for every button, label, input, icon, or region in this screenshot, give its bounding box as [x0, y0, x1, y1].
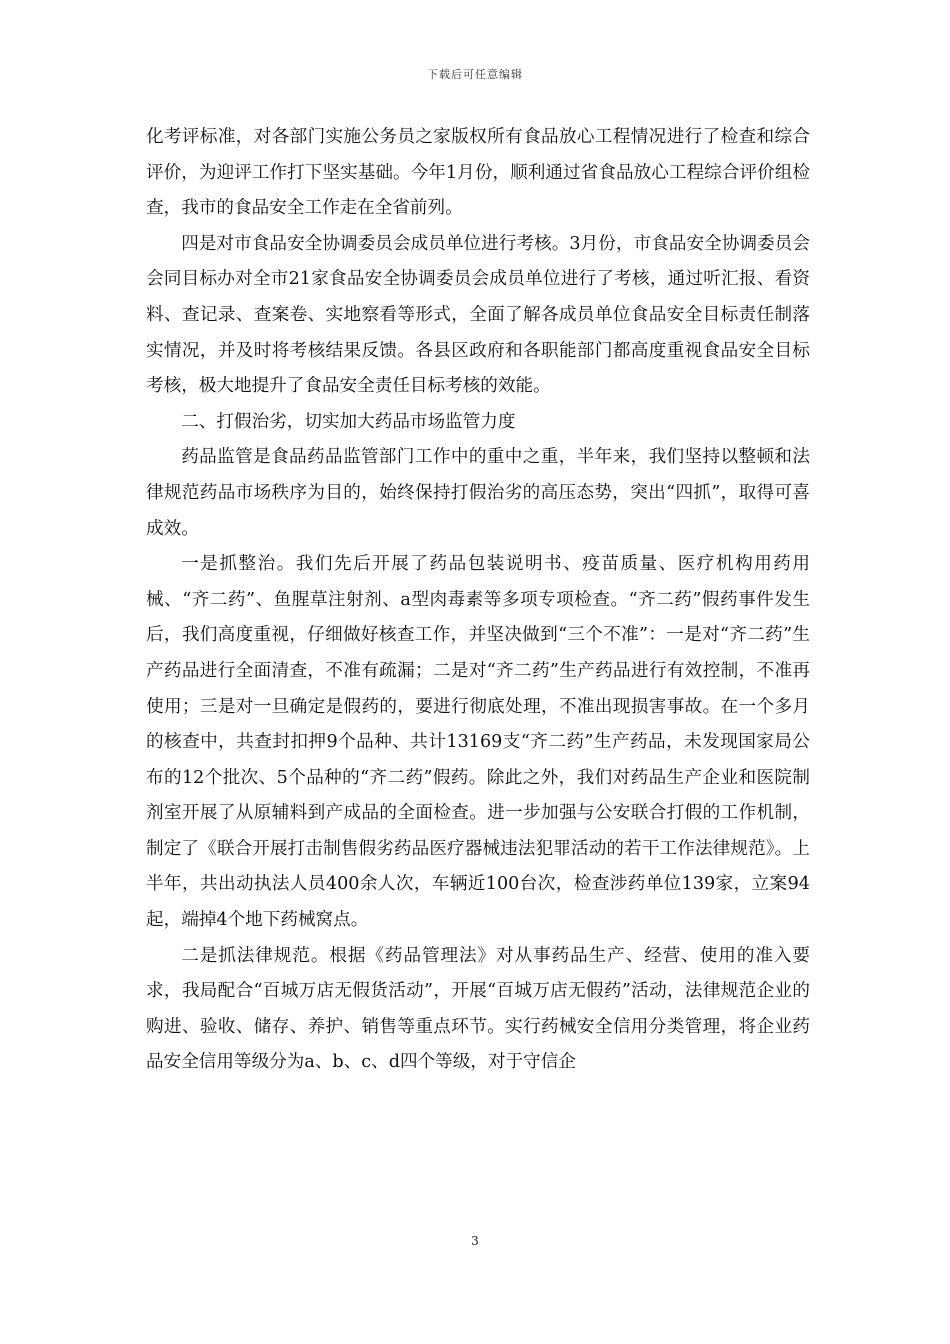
- page-header: 下载后可任意编辑: [427, 68, 523, 81]
- paragraph-assessment: 四是对市食品安全协调委员会成员单位进行考核。3月份，市食品安全协调委员会会同目标办对全市21家食品安全协调委员会成员单位进行了考核，通过听汇报、看资料、查记录、查案卷、实地察看等形式，全面了解各成员单位食品安全目标责任制落实情况，并及时将考核结果反馈。各县区政府和各职能部门都高度重视食品安全目标考核，极大地提升了食品安全责任目标考核的效能。: [146, 233, 810, 397]
- paragraph-drug-supervision: 药品监管是食品药品监管部门工作中的重中之重，半年来，我们坚持以整顿和法律规范药品市场秩序为目的，始终保持打假治劣的高压态势，突出“四抓”，取得可喜成效。: [146, 447, 810, 539]
- document-body: [146, 120, 810, 1081]
- paragraph-regulation: 二是抓法律规范。根据《药品管理法》对从事药品生产、经营、使用的准入要求，我局配合“百城万店无假货活动”，开展“百城万店无假药”活动，法律规范企业的购进、验收、储存、养护、销售等重点环节。实行药械安全信用分类管理，将企业药品安全信用等级分为a、b、c、d四个等级，对于守信企: [146, 945, 810, 1073]
- section-heading: 二、打假治劣，切实加大药品市场监管力度: [181, 411, 516, 432]
- paragraph-rectification: 一是抓整治。我们先后开展了药品包装说明书、疫苗质量、医疗机构用药用械、“齐二药”、鱼腥草注射剂、a型肉毒素等多项专项检查。“齐二药”假药事件发生后，我们高度重视，仔细做好核查工作，并坚决做到“三个不准”：一是对“齐二药”生产药品进行全面清查，不准有疏漏；二是对“齐二药”生产药品进行有效控制，不准再使用；三是对一旦确定是假药的，要进行彻底处理，不准出现损害事故。在一个多月的核查中，共查封扣押9个品种、共计13169支“齐二药”生产药品，未发现国家局公布的12个批次、5个品种的“齐二药”假药。除此之外，我们对药品生产企业和医院制剂室开展了从原辅料到产成品的全面检查。进一步加强与公安联合打假的工作机制，制定了《联合开展打击制售假劣药品医疗器械违法犯罪活动的若干工作法律规范》。上半年，共出动执法人员400余人次，车辆近100台次，检查涉药单位139家，立案94起，端掉4个地下药械窝点。: [146, 554, 810, 931]
- paragraph-continuation: 化考评标准，对各部门实施公务员之家版权所有食品放心工程情况进行了检查和综合评价，为迎评工作打下坚实基础。今年1月份，顺利通过省食品放心工程综合评价组检查，我市的食品安全工作走在全省前列。: [146, 127, 810, 219]
- page-number: 3: [471, 1234, 479, 1248]
